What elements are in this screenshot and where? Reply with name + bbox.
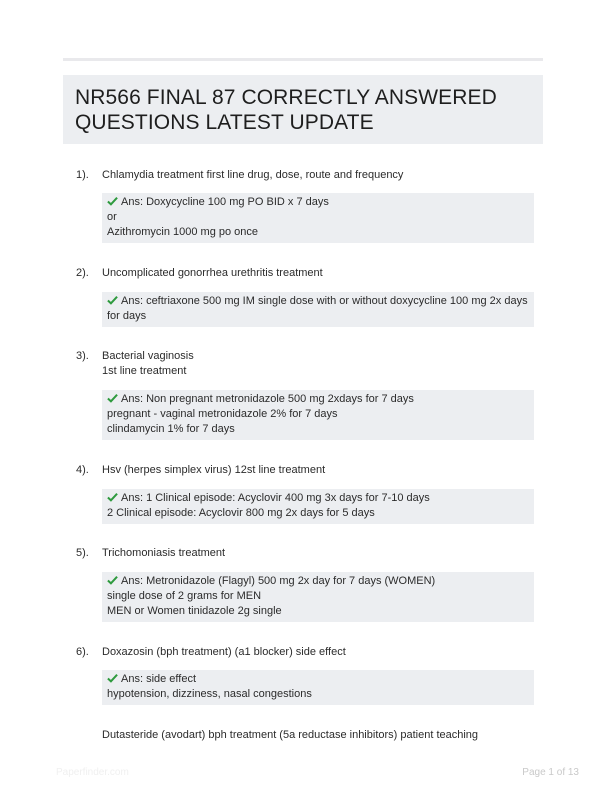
- checkmark-icon: [107, 575, 118, 585]
- answer-box: [102, 670, 534, 705]
- question-text: [102, 349, 522, 379]
- question-text: [102, 168, 522, 183]
- answer-line: clindamycin 1% for 7 days: [107, 423, 235, 435]
- answer-line: 2 Clinical episode: Acyclovir 800 mg 2x days for 5 days: [107, 507, 375, 519]
- question-number: 1).: [76, 169, 89, 181]
- question-line: Dutasteride (avodart) bph treatment (5a reductase inhibitors) patient teaching: [102, 729, 479, 741]
- question-line: Hsv (herpes simplex virus) 12st line treatment: [102, 464, 326, 476]
- answer-box: [102, 390, 534, 440]
- checkmark-icon: [107, 196, 118, 206]
- question-line: Bacterial vaginosis: [102, 350, 194, 362]
- answer-line: Ans: 1 Clinical episode: Acyclovir 400 mg 3x days for 7-10 days: [107, 491, 528, 506]
- answer-box: [102, 193, 534, 243]
- question-text: [102, 645, 522, 660]
- answer-line: or: [107, 211, 117, 223]
- answer-line: Ans: Non pregnant metronidazole 500 mg 2xdays for 7 days: [107, 392, 528, 407]
- question-number: 5).: [76, 547, 89, 559]
- question-text: [102, 463, 522, 478]
- answer-box: [102, 572, 534, 622]
- answer-line: MEN or Women tinidazole 2g single: [107, 605, 282, 617]
- checkmark-icon: [107, 673, 118, 683]
- question-text: [102, 266, 522, 281]
- question-line: Trichomoniasis treatment: [102, 547, 226, 559]
- footer-watermark: Paperfinder.com: [56, 767, 129, 778]
- question-text: [102, 546, 522, 561]
- answer-line: Ans: side effect: [107, 672, 528, 687]
- question-text: [102, 728, 522, 743]
- question-number: 2).: [76, 267, 89, 279]
- answer-line: Azithromycin 1000 mg po once: [107, 226, 259, 238]
- answer-box: [102, 292, 534, 327]
- question-number: 3).: [76, 350, 89, 362]
- answer-line: Ans: Metronidazole (Flagyl) 500 mg 2x day for 7 days (WOMEN): [107, 574, 528, 589]
- checkmark-icon: [107, 393, 118, 403]
- checkmark-icon: [107, 295, 118, 305]
- question-line: Chlamydia treatment first line drug, dose, route and frequency: [102, 169, 404, 181]
- answer-box: [102, 489, 534, 524]
- title-banner: [63, 75, 543, 144]
- page-indicator: Page 1 of 13: [522, 767, 579, 778]
- answer-line: Ans: ceftriaxone 500 mg IM single dose with or without doxycycline 100 mg 2x days for days: [107, 295, 528, 322]
- question-line: Doxazosin (bph treatment) (a1 blocker) side effect: [102, 646, 346, 658]
- document-title: NR566 FINAL 87 CORRECTLY ANSWERED QUESTIONS LATEST UPDATE: [75, 86, 497, 134]
- question-number: 4).: [76, 464, 89, 476]
- top-divider: [63, 58, 543, 61]
- question-line: 1st line treatment: [102, 365, 187, 377]
- answer-line: hypotension, dizziness, nasal congestions: [107, 688, 312, 700]
- question-number: 6).: [76, 646, 89, 658]
- answer-line: pregnant - vaginal metronidazole 2% for 7 days: [107, 408, 338, 420]
- question-line: Uncomplicated gonorrhea urethritis treatment: [102, 267, 323, 279]
- answer-line: single dose of 2 grams for MEN: [107, 590, 262, 602]
- answer-line: Ans: Doxycycline 100 mg PO BID x 7 days: [107, 195, 528, 210]
- checkmark-icon: [107, 492, 118, 502]
